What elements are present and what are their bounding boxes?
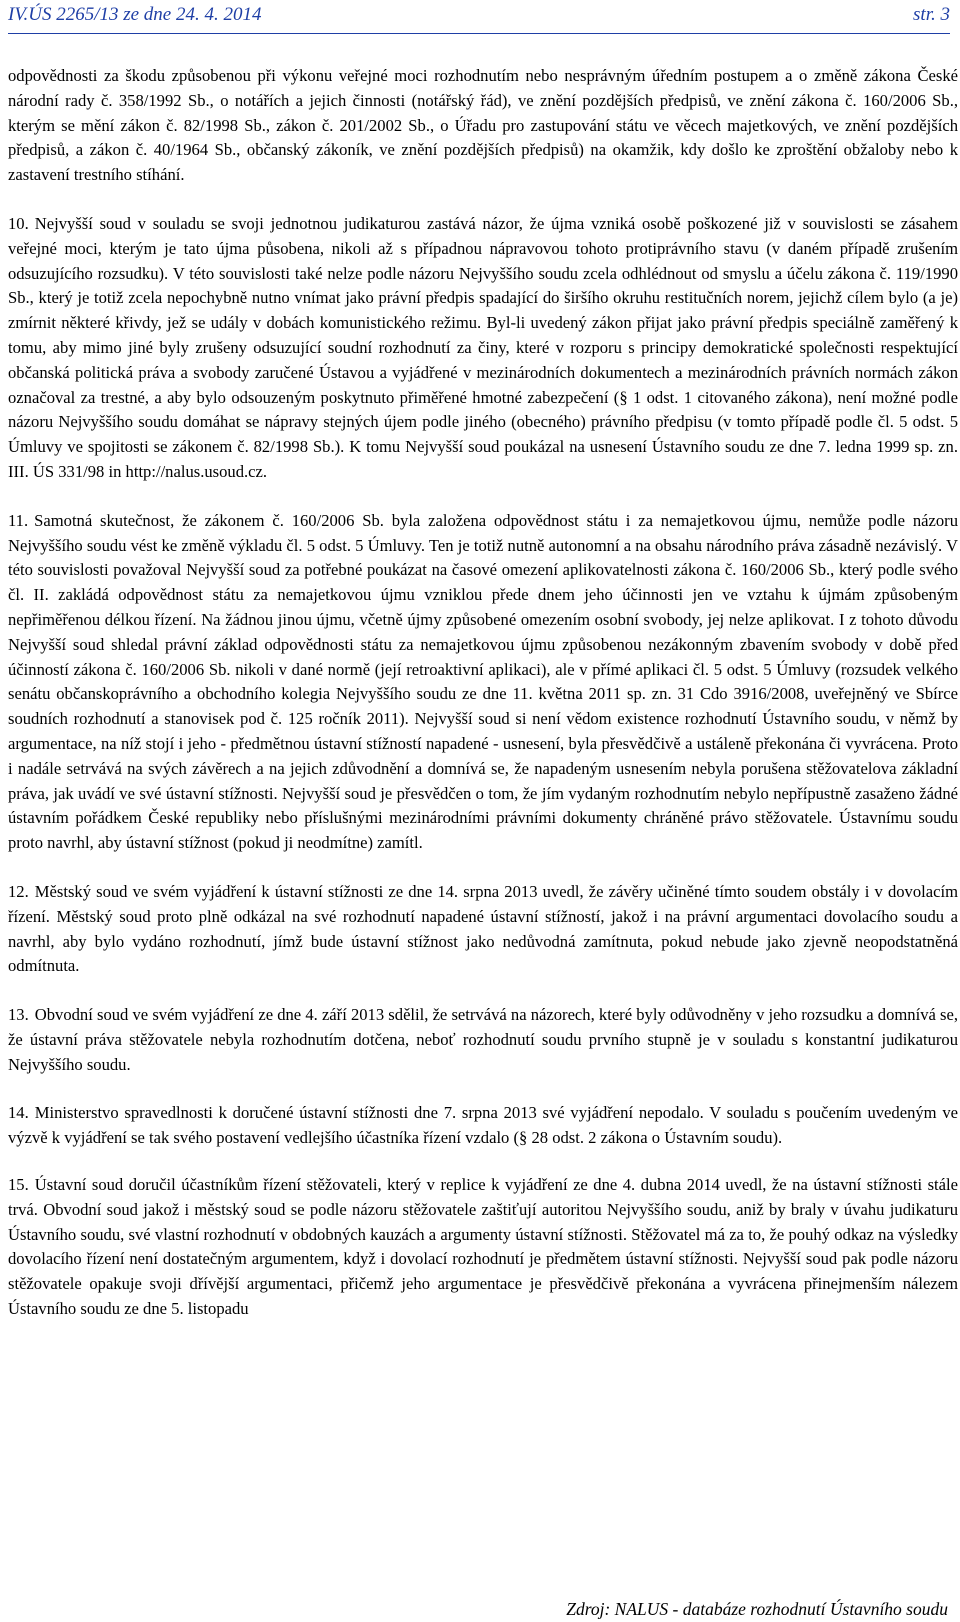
paragraph-text: Ministerstvo spravedlnosti k doručené ústavní stížnosti dne 7. srpna 2013 své vyjádření nepodalo. V souladu s poučením uvedeným ve výzvě k vyjádření se tak svého postavení vedlejšího účastníka řízení vzdalo (§ 28 odst. 2 zákona o Ústavním soudu). — [8, 1103, 958, 1148]
paragraph-number: 12. — [8, 881, 29, 901]
paragraph-number: 13. — [8, 1005, 29, 1025]
paragraph-text: Nejvyšší soud v souladu se svoji jednotnou judikaturou zastává názor, že újma vzniká osobě poškozené již v souvislosti se zásahem veřejné moci, kterým je tato újma působena, nikoli až s případnou nápravovou tohoto protiprávního stavu (v daném případě zrušením odsuzujícího rozsudku). V této souvislosti také nelze podle názoru Nejvyššího soudu zcela odhlédnout od smyslu a účelu zákona č. 119/1990 Sb., který je totiž zcela nepochybně nutno vnímat jako právní předpis spadající do širšího okruhu restitučních norem, jejichž cílem bylo (a je) zmírnit některé křivdy, jež se udály v dobách komunistického režimu. Byl-li uvedený zákon přijat jako právní předpis speciálně zaměřený k tomu, aby mimo jiné byly zrušeny odsuzující soudní rozhodnutí za činy, které v rozporu s principy demokratické společnosti respektující občanská politická práva a svobody zaručené Ústavou a vyjádřené v mezinárodních dokumentech a mezinárodních právních normách zákon označoval za trestné, a aby bylo odsouzeným poskytnuto přiměřené hmotné zabezpečení (§ 1 odst. 1 citovaného zákona), není možné podle názoru Nejvyššího soudu domáhat se nápravy stejných újem podle jiného (obecného) právního předpisu (v tomto případě podle čl. 5 odst. 5 Úmluvy ve spojitosti se zákonem č. 82/1998 Sb.). K tomu Nejvyšší soud poukázal na usnesení Ústavního soudu ze dne 7. ledna 1999 sp. zn. III. ÚS 331/98 in http://nalus.usoud.cz. — [8, 213, 958, 481]
paragraph-text: Ústavní soud doručil účastníkům řízení stěžovateli, který v replice k vyjádření ze dne 4. dubna 2014 uvedl, že na ústavní stížnosti stále trvá. Obvodní soud jakož i městský soud se podle názoru stěžovatele zaštiťují autoritou Nejvyššího soudu, aniž by braly v úvahu judikaturu Ústavního soudu, své vlastní rozhodnutí v obdobných kauzách a argumenty ústavní stížnosti. Stěžovatel má za to, že pouhý odkaz na výsledky dovolacího řízení není dostatečným argumentem, když i dovolací rozhodnutí je předmětem ústavní stížnosti. Nejvyšší soud pak podle názoru stěžovatele opakuje svoji dřívější argumentaci, přičemž jeho argumentace je přesvědčivě překonána a vyvrácena přinejmenším nálezem Ústavního soudu ze dne 5. listopadu — [8, 1175, 958, 1319]
case-reference: IV.ÚS 2265/13 ze dne 24. 4. 2014 — [8, 4, 262, 25]
paragraph-number: 14. — [8, 1103, 29, 1123]
paragraph-15 — [8, 1173, 958, 1322]
page-header — [8, 4, 950, 30]
paragraph-number: 10. — [8, 213, 29, 233]
page-number: str. 3 — [913, 4, 950, 25]
source-footer: Zdroj: NALUS - databáze rozhodnutí Ústavního soudu — [566, 1599, 948, 1619]
paragraph-number: 11. — [8, 510, 29, 530]
paragraph-text: odpovědnosti za škodu způsobenou při výkonu veřejné moci rozhodnutím nebo nesprávným úředním postupem a o změně zákona České národní rady č. 358/1992 Sb., o notářích a jejich činnosti (notářský řád), ve znění pozdějších předpisů, ve znění zákona č. 160/2006 Sb., kterým se mění zákon č. 82/1998 Sb., zákon č. 201/2002 Sb., o Úřadu pro zastupování státu ve věcech majetkových, ve znění pozdějších předpisů, a zákon č. 40/1964 Sb., občanský zákoník, ve znění pozdějších předpisů) na okamžik, kdy došlo ke zproštění obžaloby nebo k zastavení trestního stíhání. — [8, 66, 958, 185]
document-body — [8, 64, 958, 1346]
paragraph-12 — [8, 880, 958, 979]
paragraph-14 — [8, 1101, 958, 1151]
paragraph-number: 15. — [8, 1175, 29, 1195]
paragraph-text: Obvodní soud ve svém vyjádření ze dne 4. září 2013 sdělil, že setrvává na názorech, které byly odůvodněny v jeho rozsudku a domnívá se, že ústavní práva stěžovatele nebyla rozhodnutím dotčena, neboť rozhodnutí soudu prvního stupně je v souladu s konstantní judikaturou Nejvyššího soudu. — [8, 1005, 958, 1074]
paragraph-10 — [8, 212, 958, 485]
paragraph-text: Samotná skutečnost, že zákonem č. 160/2006 Sb. byla založena odpovědnost státu i za nemajetkovou újmu, nemůže podle názoru Nejvyššího soudu vést ke změně výkladu čl. 5 odst. 5 Úmluvy. Ten je totiž nutně autonomní a na obsahu národního práva zásadně nezávislý. V této souvislosti považoval Nejvyšší soud za potřebné poukázat na časové omezení aplikovatelnosti zákona č. 160/2006 Sb., který podle svého čl. II. zakládá odpovědnost státu za nemajetkovou újmu vzniklou přede dnem jeho účinnosti jen ve vztahu k újmám způsobeným nepřiměřenou délkou řízení. Na žádnou jinou újmu, včetně újmy způsobené omezením osobní svobody, jej nelze aplikovat. I z tohoto důvodu Nejvyšší soud shledal právní základ odpovědnosti státu za nemajetkovou újmu způsobenou nezákonným zbavením svobody v době před účinností zákona č. 160/2006 Sb. nikoli v dané normě (její retroaktivní aplikaci), ale v přímé aplikaci čl. 5 odst. 5 Úmluvy (rozsudek velkého senátu občanskoprávního a obchodního kolegia Nejvyššího soudu ze dne 11. května 2011 sp. zn. 31 Cdo 3916/2008, uveřejněný ve Sbírce soudních rozhodnutí a stanovisek pod č. 125 ročník 2011). Nejvyšší soud si není vědom existence rozhodnutí Ústavního soudu, v němž by argumentace, na níž stojí i jeho - předmětnou ústavní stížností napadené - usnesení, byla přesvědčivě a ustáleně překonána či vyvrácena. Proto i nadále setrvává na svých závěrech a na jejich zdůvodnění a domnívá se, že napadeným usnesením nebyla porušena stěžovatelova základní práva, jak uvádí ve své ústavní stížnosti. Nejvyšší soud je přesvědčen o tom, že jím vydaným rozhodnutím nebylo nepřípustně zasaženo žádné ústavním pořádkem České republiky nebo příslušnými mezinárodními právními dokumenty chráněné právo stěžovatele. Ústavnímu soudu proto navrhl, aby ústavní stížnost (pokud ji neodmítne) zamítl. — [8, 510, 958, 853]
header-divider — [8, 33, 950, 34]
paragraph-13 — [8, 1003, 958, 1077]
paragraph-continuation — [8, 64, 958, 188]
paragraph-11 — [8, 509, 958, 856]
paragraph-text: Městský soud ve svém vyjádření k ústavní stížnosti ze dne 14. srpna 2013 uvedl, že závěry učiněné tímto soudem obstály i v dovolacím řízení. Městský soud proto plně odkázal na své rozhodnutí napadené ústavní stížností, jakož i na právní argumentaci dovolacího soudu a navrhl, aby bylo vydáno rozhodnutí, jímž bude ústavní stížnost jako nedůvodná zamítnuta, pokud nebude jako zjevně neopodstatněná odmítnuta. — [8, 881, 958, 976]
